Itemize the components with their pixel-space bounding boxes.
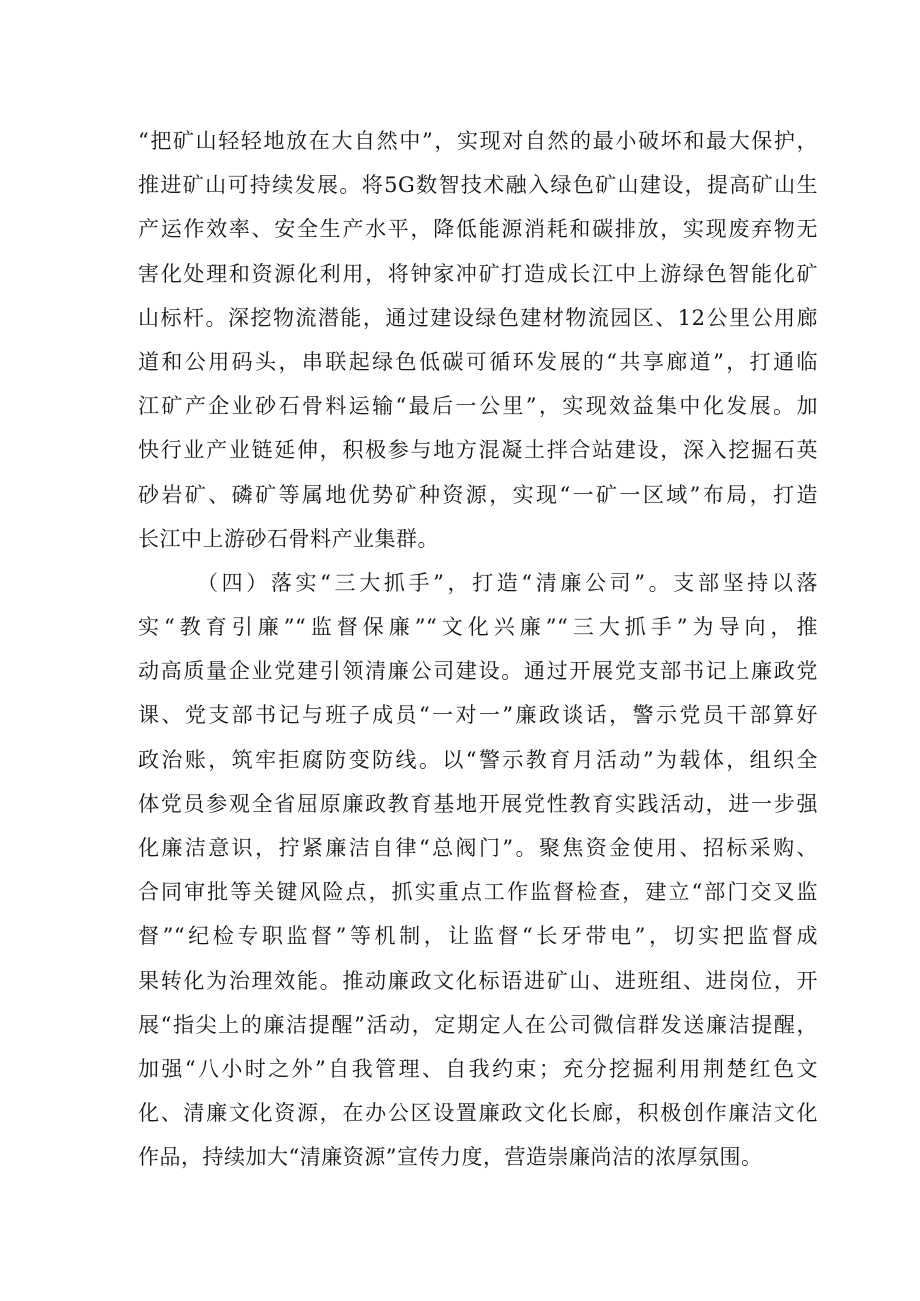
text-line: 化、清廉文化资源，在办公区设置廉政文化长廊，积极创作廉洁文化	[138, 1101, 818, 1126]
section-heading-line: （四）落实“三大抓手”，打造“清廉公司”。支部坚持以落	[197, 570, 818, 595]
text-line: 害化处理和资源化利用，将钟家冲矿打造成长江中上游绿色智能化矿	[138, 261, 818, 286]
text-line: 实“教育引廉”“监督保廉”“文化兴廉”“三大抓手”为导向，推	[138, 615, 818, 640]
paragraph-clean-company	[138, 561, 818, 1180]
text-line: 推进矿山可持续发展。将5G数智技术融入绿色矿山建设，提高矿山生	[138, 173, 818, 198]
text-line: 作品，持续加大“清廉资源”宣传力度，营造崇廉尚洁的浓厚氛围。	[138, 1145, 763, 1170]
text-line: 督”“纪检专职监督”等机制，让监督“长牙带电”，切实把监督成	[138, 924, 818, 949]
text-line: 动高质量企业党建引领清廉公司建设。通过开展党支部书记上廉政党	[138, 659, 818, 684]
document-body	[138, 119, 818, 1180]
text-line: 体党员参观全省屈原廉政教育基地开展党性教育实践活动，进一步强	[138, 791, 818, 816]
text-line: 果转化为治理效能。推动廉政文化标语进矿山、进班组、进岗位，开	[138, 968, 818, 993]
text-line: 政治账，筑牢拒腐防变防线。以“警示教育月活动”为载体，组织全	[138, 747, 818, 772]
paragraph-green-mining	[138, 119, 818, 561]
text-line: “把矿山轻轻地放在大自然中”，实现对自然的最小破坏和最大保护，	[138, 129, 818, 153]
text-line: 快行业产业链延伸，积极参与地方混凝土拌合站建设，深入挖掘石英	[138, 438, 818, 463]
text-line: 江矿产企业砂石骨料运输“最后一公里”，实现效益集中化发展。加	[138, 394, 818, 419]
text-line: 加强“八小时之外”自我管理、自我约束；充分挖掘利用荆楚红色文	[138, 1056, 818, 1081]
text-line: 道和公用码头，串联起绿色低碳可循环发展的“共享廊道”，打通临	[138, 349, 818, 374]
text-line: 展“指尖上的廉洁提醒”活动，定期定人在公司微信群发送廉洁提醒，	[138, 1012, 818, 1037]
text-line: 长江中上游砂石骨料产业集群。	[138, 526, 439, 551]
text-line: 砂岩矿、磷矿等属地优势矿种资源，实现“一矿一区域”布局，打造	[138, 482, 818, 507]
text-line: 化廉洁意识，拧紧廉洁自律“总阀门”。聚焦资金使用、招标采购、	[138, 836, 818, 860]
text-line: 产运作效率、安全生产水平，降低能源消耗和碳排放，实现废弃物无	[138, 217, 818, 242]
text-line: 山标杆。深挖物流潜能，通过建设绿色建材物流园区、12公里公用廊	[138, 305, 818, 330]
text-line: 合同审批等关键风险点，抓实重点工作监督检查，建立“部门交叉监	[138, 880, 818, 905]
text-line: 课、党支部书记与班子成员“一对一”廉政谈话，警示党员干部算好	[138, 703, 818, 728]
